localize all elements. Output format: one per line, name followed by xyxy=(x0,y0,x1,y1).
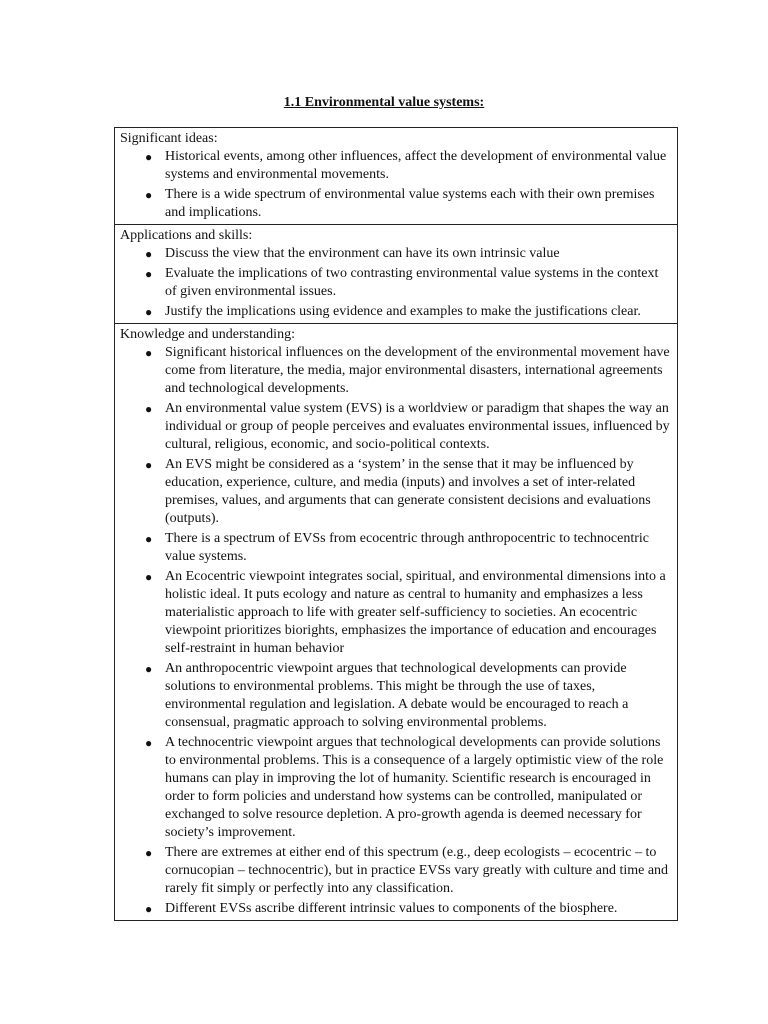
bullet-icon: ● xyxy=(145,736,153,750)
list-item-text: A technocentric viewpoint argues that technological developments can provide solutions to environmental problems. This is a consequence of a largely optimistic view of the role humans can play in improving the lot of humanity. Scientific research is encouraged in order to form policies and understand how systems can be controlled, manipulated or exchanged to solve resource depletion. A pro-growth agenda is deemed necessary for society’s improvement. xyxy=(165,735,664,840)
bullet-icon: ● xyxy=(145,570,153,584)
list-item xyxy=(120,568,673,658)
list-item xyxy=(120,844,673,898)
bullet-list xyxy=(120,245,673,321)
bullet-icon: ● xyxy=(145,305,153,319)
section-applications-and-skills xyxy=(115,224,677,321)
bullet-icon: ● xyxy=(145,662,153,676)
list-item xyxy=(120,530,673,566)
section-significant-ideas xyxy=(115,128,677,222)
list-item xyxy=(120,303,673,321)
list-item-text: An anthropocentric viewpoint argues that technological developments can provide solutions to environmental problems. This might be through the use of taxes, environmental regulation and legislation. A debate would be encouraged to reach a consensual, pragmatic approach to solving environmental problems. xyxy=(165,661,629,730)
bullet-icon: ● xyxy=(145,846,153,860)
list-item xyxy=(120,456,673,528)
list-item-text: Justify the implications using evidence and examples to make the justifications clear. xyxy=(165,304,641,319)
list-item-text: An Ecocentric viewpoint integrates social, spiritual, and environmental dimensions into a holistic ideal. It puts ecology and nature as central to humanity and emphasizes a less materialistic approach to life with greater self-sufficiency to societies. An ecocentric viewpoint prioritizes biorights, emphasizes the importance of education and encourages self-restraint in human behavior xyxy=(165,569,666,656)
list-item-text: Different EVSs ascribe different intrinsic values to components of the biosphere. xyxy=(165,901,618,916)
list-item-text: There is a spectrum of EVSs from ecocentric through anthropocentric to technocentric value systems. xyxy=(165,531,649,564)
list-item xyxy=(120,900,673,918)
list-item xyxy=(120,148,673,184)
list-item xyxy=(120,660,673,732)
list-item-text: Discuss the view that the environment can have its own intrinsic value xyxy=(165,246,560,261)
list-item-text: An EVS might be considered as a ‘system’ in the sense that it may be influenced by education, experience, culture, and media (inputs) and involves a set of inter-related premises, values, and arguments that can generate consistent decisions and evaluations (outputs). xyxy=(165,457,651,526)
list-item xyxy=(120,400,673,454)
list-item-text: An environmental value system (EVS) is a worldview or paradigm that shapes the way an individual or group of people perceives and evaluates environmental issues, influenced by cultural, religious, economic, and socio-political contexts. xyxy=(165,401,670,452)
bullet-icon: ● xyxy=(145,532,153,546)
content-table xyxy=(114,127,678,921)
section-heading: Significant ideas: xyxy=(120,131,218,146)
list-item xyxy=(120,186,673,222)
section-knowledge-and-understanding xyxy=(115,323,677,918)
bullet-icon: ● xyxy=(145,267,153,281)
list-item xyxy=(120,265,673,301)
bullet-list xyxy=(120,148,673,222)
list-item-text: There are extremes at either end of this spectrum (e.g., deep ecologists – ecocentric – to cornucopian – technocentric), but in practice EVSs vary greatly with culture and time and rarely fit simply or perfectly into any classification. xyxy=(165,845,669,896)
list-item xyxy=(120,344,673,398)
section-heading: Applications and skills: xyxy=(120,228,253,243)
list-item xyxy=(120,245,673,263)
bullet-icon: ● xyxy=(145,402,153,416)
bullet-icon: ● xyxy=(145,188,153,202)
list-item-text: Historical events, among other influences, affect the development of environmental value systems and environmental movements. xyxy=(165,149,667,182)
bullet-list xyxy=(120,344,673,918)
bullet-icon: ● xyxy=(145,150,153,164)
list-item xyxy=(120,734,673,842)
bullet-icon: ● xyxy=(145,247,153,261)
list-item-text: There is a wide spectrum of environmental value systems each with their own premises and implications. xyxy=(165,187,655,220)
list-item-text: Significant historical influences on the development of the environmental movement have come from literature, the media, major environmental disasters, international agreements and technological developments. xyxy=(165,345,670,396)
page-title: 1.1 Environmental value systems: xyxy=(283,95,485,110)
section-heading: Knowledge and understanding: xyxy=(120,327,295,342)
bullet-icon: ● xyxy=(145,346,153,360)
bullet-icon: ● xyxy=(145,458,153,472)
list-item-text: Evaluate the implications of two contrasting environmental value systems in the context of given environmental issues. xyxy=(165,266,659,299)
bullet-icon: ● xyxy=(145,902,153,916)
